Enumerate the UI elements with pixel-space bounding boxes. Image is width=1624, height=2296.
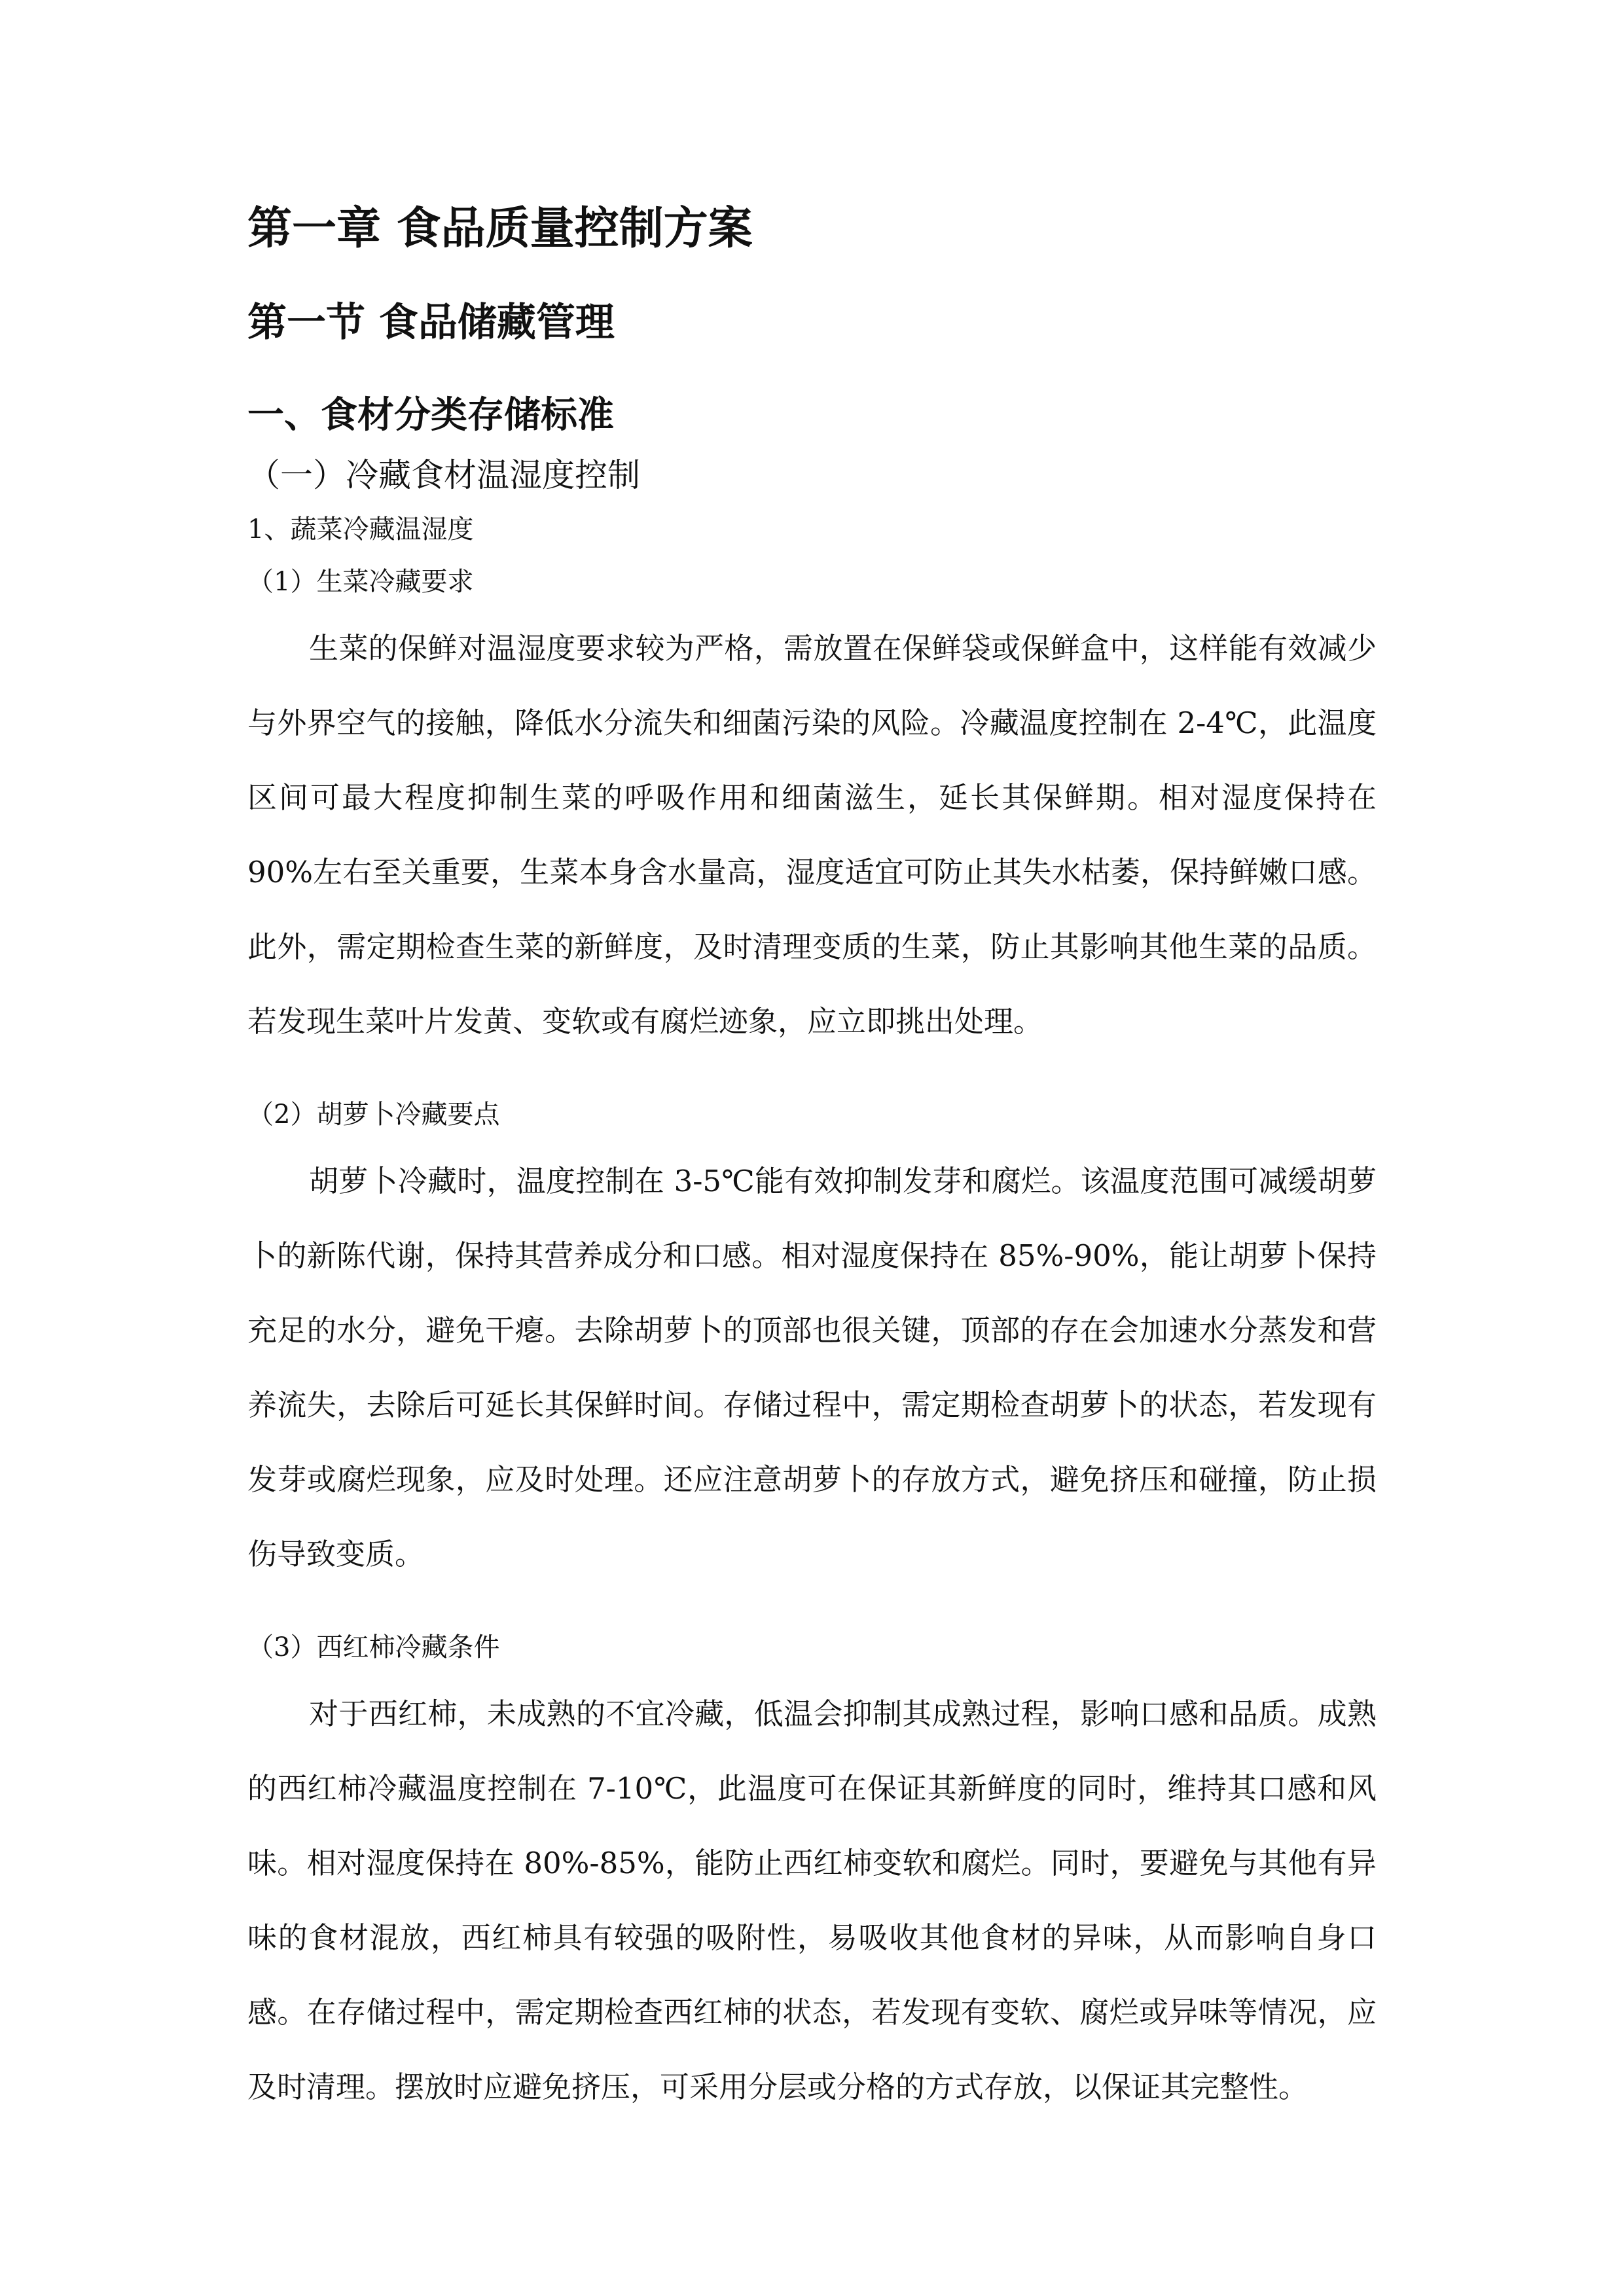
subitem-block-lettuce bbox=[247, 560, 1377, 1059]
subitem-block-tomato bbox=[247, 1626, 1377, 2125]
subitem-title: （3）西红柿冷藏条件 bbox=[247, 1632, 500, 1662]
subitem-title: （2）胡萝卜冷藏要点 bbox=[247, 1100, 500, 1130]
subitem-block-carrot bbox=[247, 1093, 1377, 1592]
paragraph: 生菜的保鲜对温湿度要求较为严格，需放置在保鲜袋或保鲜盒中，这样能有效减少与外界空气的接触，降低水分流失和细菌污染的风险。冷藏温度控制在 2-4℃，此温度区间可最大程度抑制生菜的呼吸作用和细菌滋生，延长其保鲜期。相对湿度保持在 90%左右至关重要，生菜本身含水量高，湿度适宜可防止其失水枯萎，保持鲜嫩口感。此外，需定期检查生菜的新鲜度，及时清理变质的生菜，防止其影响其他生菜的品质。若发现生菜叶片发黄、变软或有腐烂迹象，应立即挑出处理。 bbox=[247, 631, 1377, 1039]
section-title: 第一节 食品储藏管理 bbox=[247, 300, 615, 346]
paragraph: 胡萝卜冷藏时，温度控制在 3-5℃能有效抑制发芽和腐烂。该温度范围可减缓胡萝卜的新陈代谢，保持其营养成分和口感。相对湿度保持在 85%-90%，能让胡萝卜保持充足的水分，避免干瘪。去除胡萝卜的顶部也很关键，顶部的存在会加速水分蒸发和营养流失，去除后可延长其保鲜时间。存储过程中，需定期检查胡萝卜的状态，若发现有发芽或腐烂现象，应及时处理。还应注意胡萝卜的存放方式，避免挤压和碰撞，防止损伤导致变质。 bbox=[247, 1164, 1377, 1571]
subitem-title: （1）生菜冷藏要求 bbox=[247, 567, 474, 597]
subsubsection-title: （一）冷藏食材温湿度控制 bbox=[247, 456, 640, 494]
paragraph: 对于西红柿，未成熟的不宜冷藏，低温会抑制其成熟过程，影响口感和品质。成熟的西红柿冷藏温度控制在 7-10℃，此温度可在保证其新鲜度的同时，维持其口感和风味。相对湿度保持在 80%-85%，能防止西红柿变软和腐烂。同时，要避免与其他有异味的食材混放，西红柿具有较强的吸附性，易吸收其他食材的异味，从而影响自身口感。在存储过程中，需定期检查西红柿的状态，若发现有变软、腐烂或异味等情况，应及时清理。摆放时应避免挤压，可采用分层或分格的方式存放，以保证其完整性。 bbox=[247, 1696, 1377, 2104]
subsection-title: 一、食材分类存储标准 bbox=[247, 394, 614, 437]
chapter-title: 第一章 食品质量控制方案 bbox=[247, 203, 753, 255]
item-title: 1、蔬菜冷藏温湿度 bbox=[247, 514, 474, 545]
document-content bbox=[247, 196, 1377, 2151]
